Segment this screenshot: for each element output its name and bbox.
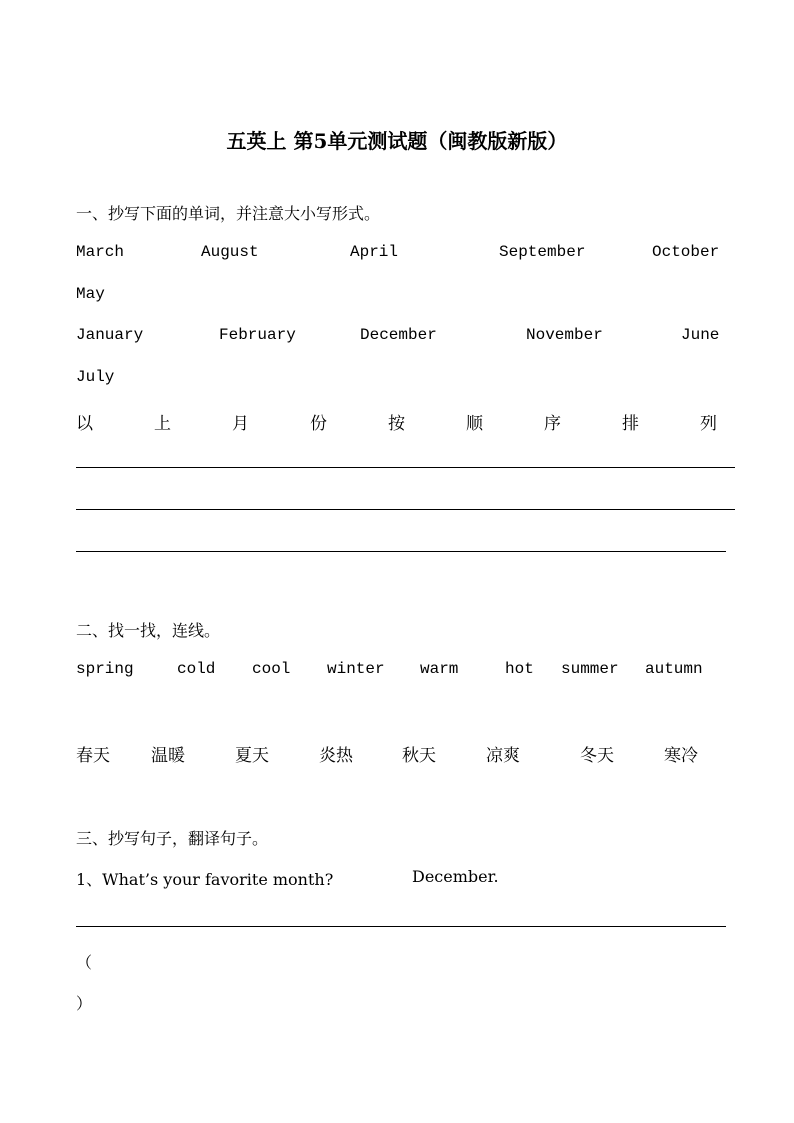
word-august: August [201, 243, 259, 261]
instruction-char: 序 [544, 414, 561, 434]
cn-word: 秋天 [402, 746, 436, 766]
en-word-autumn: autumn [645, 660, 703, 678]
cn-word: 温暖 [151, 746, 185, 766]
en-word-hot: hot [505, 660, 534, 678]
instruction-char: 份 [310, 414, 327, 434]
en-word-spring: spring [76, 660, 134, 678]
answer-line[interactable] [76, 926, 726, 927]
en-word-cold: cold [177, 660, 216, 678]
question-1-answer: December. [412, 867, 499, 886]
word-april: April [350, 243, 399, 261]
word-january: January [76, 326, 144, 344]
instruction-char: 月 [232, 414, 249, 434]
word-september: September [499, 243, 586, 261]
en-word-winter: winter [327, 660, 385, 678]
section1-heading: 一、抄写下面的单词，并注意大小写形式。 [76, 204, 381, 223]
word-july: July [76, 368, 115, 386]
en-word-cool: cool [252, 660, 291, 678]
answer-line[interactable] [76, 509, 735, 510]
question-1: 1、What’s your favorite month? [76, 870, 334, 889]
en-word-summer: summer [561, 660, 619, 678]
page-title: 五英上 第5单元测试题（闽教版新版） [226, 129, 568, 153]
instruction-char: 上 [154, 414, 171, 434]
instruction-char: 列 [700, 414, 717, 434]
cn-word: 春天 [76, 746, 110, 766]
word-june: June [681, 326, 720, 344]
cn-word: 夏天 [235, 746, 269, 766]
cn-word: 冬天 [580, 746, 614, 766]
section2-heading: 二、找一找，连线。 [76, 621, 221, 640]
word-march: March [76, 243, 125, 261]
word-may: May [76, 285, 105, 303]
answer-line[interactable] [76, 551, 726, 552]
cn-word: 炎热 [319, 746, 353, 766]
cn-word: 寒冷 [664, 746, 698, 766]
en-word-warm: warm [420, 660, 459, 678]
translation-close-paren: ） [76, 994, 93, 1013]
word-december: December [360, 326, 437, 344]
answer-line[interactable] [76, 467, 735, 468]
cn-word: 凉爽 [486, 746, 520, 766]
translation-open-paren: （ [76, 953, 93, 972]
instruction-char: 按 [388, 414, 405, 434]
section3-heading: 三、抄写句子，翻译句子。 [76, 829, 269, 848]
instruction-char: 排 [622, 414, 639, 434]
word-october: October [652, 243, 720, 261]
word-february: February [219, 326, 296, 344]
word-november: November [526, 326, 603, 344]
instruction-char: 顺 [466, 414, 483, 434]
instruction-char: 以 [76, 414, 93, 434]
